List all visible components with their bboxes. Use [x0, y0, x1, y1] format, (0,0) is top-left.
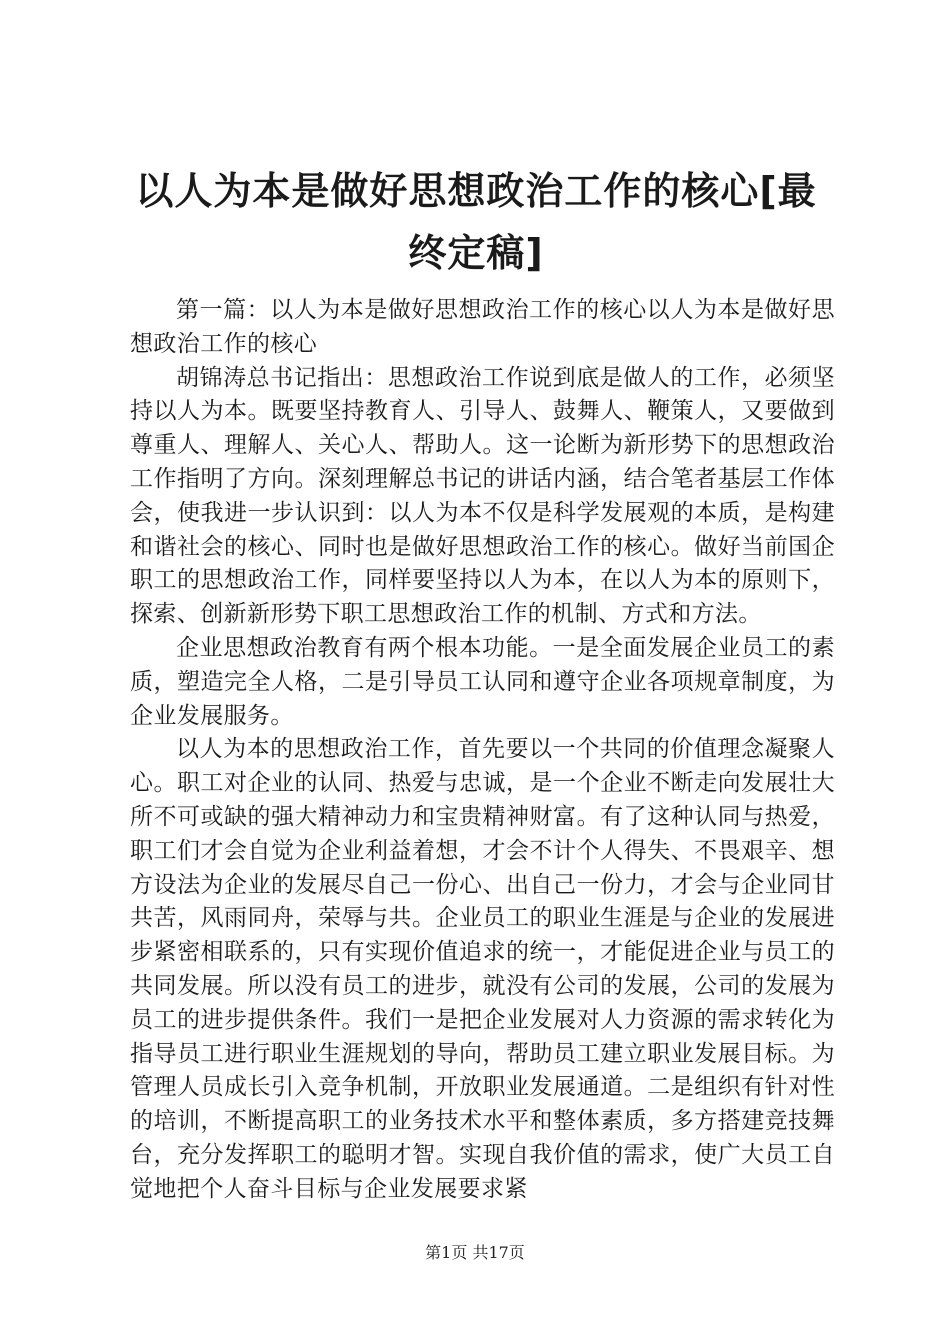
- paragraph: 胡锦涛总书记指出：思想政治工作说到底是做人的工作，必须坚持以人为本。既要坚持教育人、引导人、鼓舞人、鞭策人，又要做到尊重人、理解人、关心人、帮助人。这一论断为新形势下的思想政治工作指明了方向。深刻理解总书记的讲话内涵，结合笔者基层工作体会，使我进一步认识到：以人为本不仅是科学发展观的本质，是构建和谐社会的核心、同时也是做好思想政治工作的核心。做好当前国企职工的思想政治工作，同样要坚持以人为本，在以人为本的原则下，探索、创新新形势下职工思想政治工作的机制、方式和方法。: [130, 364, 835, 628]
- document-title: 以人为本是做好思想政治工作的核心[最终定稿]: [135, 169, 817, 275]
- paragraph: 企业思想政治教育有两个根本功能。一是全面发展企业员工的素质，塑造完全人格，二是引导员工认同和遵守企业各项规章制度，为企业发展服务。: [130, 634, 835, 729]
- paragraph: 第一篇：以人为本是做好思想政治工作的核心以人为本是做好思想政治工作的核心: [130, 297, 835, 357]
- page-footer: 第1页 共17页: [425, 1243, 525, 1262]
- document-body: [130, 294, 835, 1207]
- paragraph: 以人为本的思想政治工作，首先要以一个共同的价值理念凝聚人心。职工对企业的认同、热爱与忠诚，是一个企业不断走向发展壮大所不可或缺的强大精神动力和宝贵精神财富。有了这种认同与热爱，职工们才会自觉为企业利益着想，才会不计个人得失、不畏艰辛、想方设法为企业的发展尽自己一份心、出自己一份力，才会与企业同甘共苦，风雨同舟，荣辱与共。企业员工的职业生涯是与企业的发展进步紧密相联系的，只有实现价值追求的统一，才能促进企业与员工的共同发展。所以没有员工的进步，就没有公司的发展，公司的发展为员工的进步提供条件。我们一是把企业发展对人力资源的需求转化为指导员工进行职业生涯规划的导向，帮助员工建立职业发展目标。为管理人员成长引入竞争机制，开放职业发展通道。二是组织有针对性的培训，不断提高职工的业务技术水平和整体素质，多方搭建竞技舞台，充分发挥职工的聪明才智。实现自我价值的需求，使广大员工自觉地把个人奋斗目标与企业发展要求紧: [130, 736, 835, 1202]
